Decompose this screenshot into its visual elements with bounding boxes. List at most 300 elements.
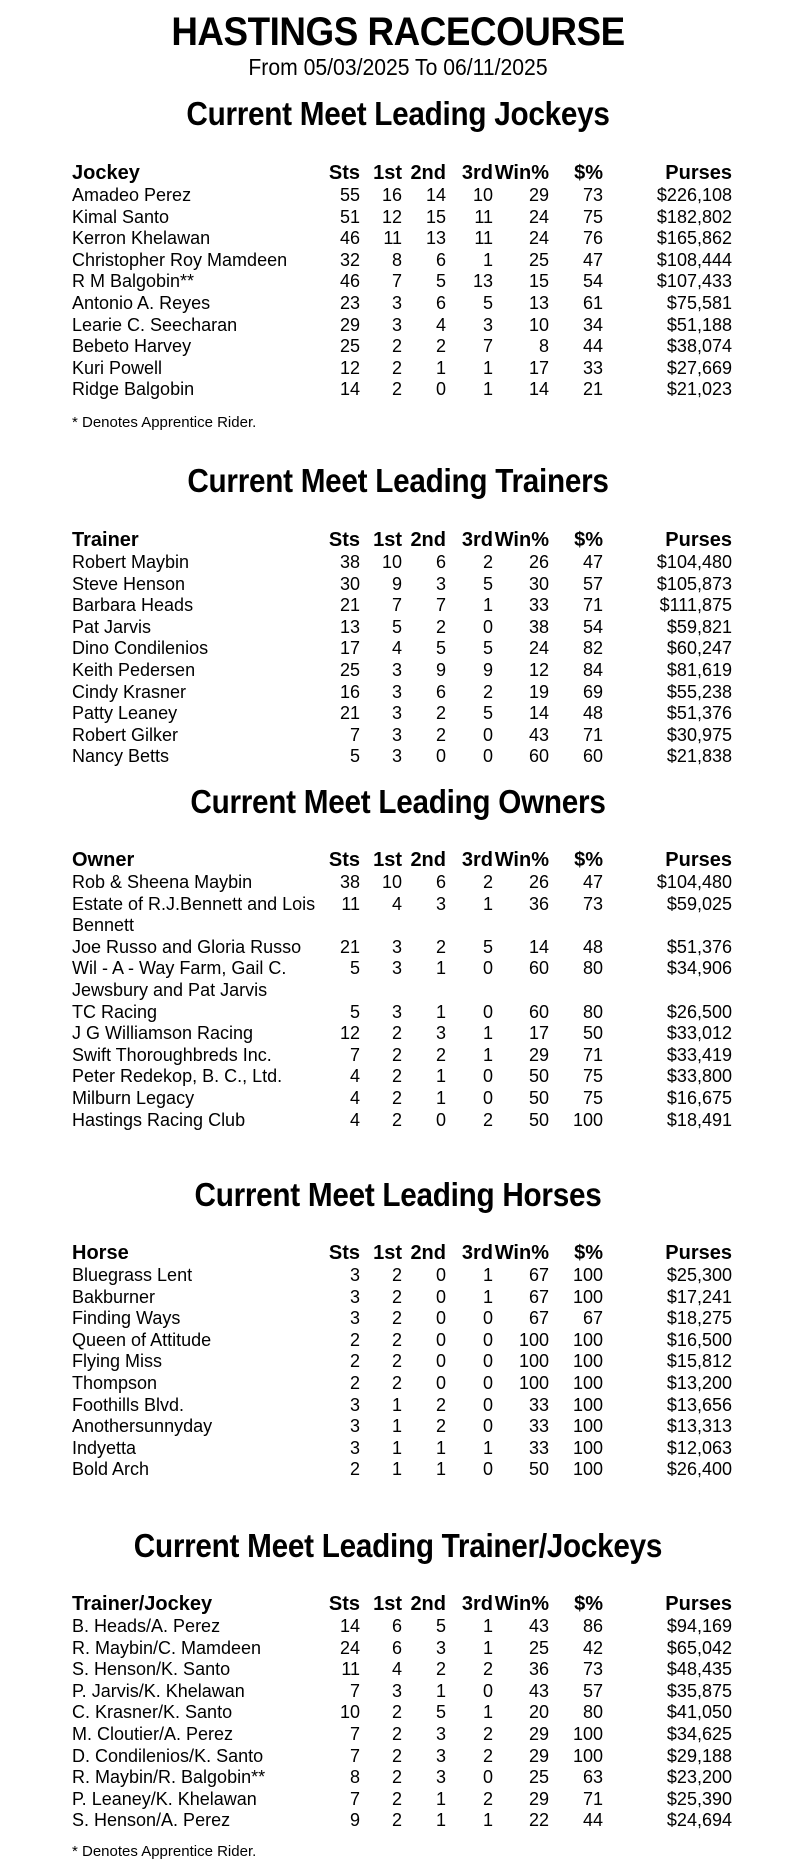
cell-name: Foothills Blvd. (72, 1394, 185, 1415)
cell-starts: 38 (339, 872, 360, 892)
column-header-thirds: 3rd (461, 1593, 493, 1615)
table-row (72, 1351, 732, 1373)
cell-firsts: 2 (391, 1745, 402, 1766)
cell-win-pct: 43 (528, 1680, 549, 1701)
cell-firsts: 2 (391, 1308, 402, 1329)
cell-money-pct: 57 (582, 1680, 603, 1701)
cell-name: Bakburner (72, 1286, 156, 1307)
cell-seconds: 2 (435, 936, 446, 957)
cell-firsts: 1 (391, 1416, 402, 1437)
cell-seconds: 3 (435, 1745, 446, 1766)
header-row (72, 848, 732, 872)
cell-thirds: 0 (482, 1087, 493, 1108)
cell-starts: 14 (339, 379, 360, 400)
section-trainers (0, 461, 796, 501)
cell-win-pct: 24 (528, 206, 549, 227)
cell-purses: $18,491 (666, 1109, 732, 1130)
cell-starts: 30 (339, 573, 360, 594)
cell-firsts: 2 (391, 1372, 402, 1393)
column-header-purses: Purses (665, 849, 732, 871)
cell-seconds: 1 (435, 357, 446, 378)
cell-thirds: 1 (482, 1702, 493, 1723)
cell-thirds: 0 (482, 1066, 493, 1087)
column-header-win-pct: Win% (494, 1242, 549, 1264)
cell-firsts: 4 (391, 1659, 402, 1680)
cell-name: Learie C. Seecharan (72, 314, 238, 335)
cell-firsts: 1 (391, 1459, 402, 1480)
cell-seconds: 6 (435, 681, 446, 702)
cell-purses: $25,390 (666, 1788, 732, 1809)
cell-win-pct: 14 (528, 703, 549, 724)
cell-name: Swift Thoroughbreds Inc. (72, 1044, 272, 1065)
cell-purses: $51,376 (666, 936, 732, 957)
cell-win-pct: 33 (528, 1416, 549, 1437)
cell-purses: $111,875 (659, 595, 732, 616)
cell-seconds: 1 (435, 958, 446, 979)
column-header-starts: Sts (328, 529, 360, 551)
table-row (72, 1308, 732, 1330)
cell-thirds: 7 (482, 336, 493, 357)
cell-seconds: 14 (425, 185, 446, 205)
cell-thirds: 0 (482, 1767, 493, 1788)
cell-purses: $13,656 (666, 1394, 732, 1415)
cell-purses: $34,625 (666, 1723, 732, 1744)
cell-purses: $104,480 (656, 872, 732, 892)
cell-starts: 7 (349, 1745, 360, 1766)
table-row (72, 315, 732, 337)
cell-money-pct: 50 (582, 1023, 603, 1044)
cell-firsts: 3 (391, 659, 402, 680)
cell-starts: 21 (339, 595, 360, 616)
cell-firsts: 2 (391, 1767, 402, 1788)
column-header-name: Trainer/Jockey (72, 1593, 213, 1615)
cell-thirds: 3 (482, 314, 493, 335)
cell-purses: $35,875 (666, 1680, 732, 1701)
cell-firsts: 2 (391, 1702, 402, 1723)
column-header-starts: Sts (328, 162, 360, 184)
section-horses (0, 1175, 796, 1215)
cell-thirds: 2 (482, 681, 493, 702)
cell-seconds: 3 (435, 1637, 446, 1658)
cell-purses: $13,313 (666, 1416, 732, 1437)
table-row (72, 958, 732, 1001)
cell-money-pct: 80 (582, 1702, 603, 1723)
table-row (72, 379, 732, 401)
page-title: HASTINGS RACECOURSE (171, 10, 625, 54)
header-row (72, 1592, 732, 1616)
cell-seconds: 0 (435, 1351, 446, 1372)
cell-name: TC Racing (72, 1001, 158, 1022)
table-row (72, 1746, 732, 1768)
cell-purses: $27,669 (666, 357, 732, 378)
cell-money-pct: 60 (582, 746, 603, 767)
cell-purses: $48,435 (666, 1659, 732, 1680)
cell-starts: 7 (349, 724, 360, 745)
cell-money-pct: 47 (582, 249, 603, 270)
table-row (72, 1789, 732, 1811)
header-row (72, 528, 732, 552)
cell-win-pct: 50 (528, 1066, 549, 1087)
table-row (72, 1002, 732, 1024)
cell-firsts: 3 (391, 936, 402, 957)
cell-money-pct: 75 (582, 206, 603, 227)
cell-win-pct: 13 (528, 292, 549, 313)
cell-thirds: 2 (482, 1659, 493, 1680)
section-trainer-jockeys (0, 1526, 796, 1566)
cell-name: Amadeo Perez (72, 185, 192, 205)
cell-starts: 3 (349, 1286, 360, 1307)
table-row (72, 1724, 732, 1746)
cell-money-pct: 21 (582, 379, 603, 400)
cell-purses: $25,300 (666, 1265, 732, 1285)
cell-win-pct: 50 (528, 1087, 549, 1108)
table-row (72, 1088, 732, 1110)
cell-money-pct: 75 (582, 1066, 603, 1087)
column-header-name: Owner (72, 849, 135, 871)
table-row (72, 1459, 732, 1481)
column-header-name: Jockey (72, 162, 140, 184)
cell-firsts: 4 (391, 638, 402, 659)
cell-firsts: 16 (381, 185, 402, 205)
table-row (72, 638, 732, 660)
cell-firsts: 2 (391, 1329, 402, 1350)
cell-firsts: 1 (391, 1437, 402, 1458)
cell-name: Pat Jarvis (72, 616, 152, 637)
cell-money-pct: 73 (582, 185, 603, 205)
cell-seconds: 6 (435, 249, 446, 270)
column-header-thirds: 3rd (461, 1242, 493, 1264)
column-header-firsts: 1st (373, 529, 402, 551)
cell-firsts: 2 (391, 1044, 402, 1065)
cell-name: S. Henson/A. Perez (72, 1810, 231, 1831)
cell-thirds: 0 (482, 1680, 493, 1701)
cell-win-pct: 60 (528, 746, 549, 767)
cell-seconds: 2 (435, 703, 446, 724)
table-row (72, 1110, 732, 1132)
cell-seconds: 5 (435, 1702, 446, 1723)
cell-firsts: 11 (383, 228, 402, 249)
cell-starts: 25 (339, 336, 360, 357)
cell-firsts: 3 (391, 681, 402, 702)
cell-thirds: 0 (482, 958, 493, 979)
section-title: Current Meet Leading Trainers (187, 462, 609, 499)
cell-seconds: 6 (435, 872, 446, 892)
cell-money-pct: 100 (572, 1109, 603, 1130)
cell-win-pct: 60 (528, 958, 549, 979)
cell-seconds: 9 (435, 659, 446, 680)
cell-purses: $51,188 (666, 314, 732, 335)
cell-firsts: 10 (381, 552, 402, 572)
cell-seconds: 1 (435, 1437, 446, 1458)
column-header-win-pct: Win% (494, 162, 549, 184)
cell-thirds: 1 (482, 893, 493, 914)
cell-thirds: 0 (482, 616, 493, 637)
cell-starts: 3 (349, 1308, 360, 1329)
cell-thirds: 5 (482, 936, 493, 957)
cell-name: Indyetta (72, 1437, 137, 1458)
cell-firsts: 3 (391, 958, 402, 979)
table-row (72, 1616, 732, 1638)
cell-starts: 5 (349, 746, 360, 767)
cell-starts: 3 (349, 1265, 360, 1285)
column-header-firsts: 1st (373, 849, 402, 871)
cell-purses: $59,025 (666, 893, 732, 914)
cell-money-pct: 100 (572, 1437, 603, 1458)
table-row (72, 1810, 732, 1832)
column-header-win-pct: Win% (494, 849, 549, 871)
cell-seconds: 2 (435, 1044, 446, 1065)
cell-win-pct: 29 (528, 1788, 549, 1809)
cell-purses: $165,862 (656, 228, 732, 249)
cell-money-pct: 80 (582, 958, 603, 979)
cell-thirds: 5 (482, 573, 493, 594)
cell-win-pct: 22 (528, 1810, 549, 1831)
table-row (72, 1045, 732, 1067)
cell-thirds: 2 (482, 1745, 493, 1766)
cell-name: R. Maybin/R. Balgobin** (72, 1767, 266, 1788)
table-row (72, 725, 732, 747)
cell-name: Milburn Legacy (72, 1087, 195, 1108)
cell-starts: 12 (339, 357, 360, 378)
cell-starts: 14 (339, 1616, 360, 1636)
cell-starts: 4 (349, 1087, 360, 1108)
cell-seconds: 5 (435, 638, 446, 659)
cell-seconds: 2 (435, 1394, 446, 1415)
cell-seconds: 2 (435, 724, 446, 745)
cell-thirds: 1 (482, 1286, 493, 1307)
cell-money-pct: 76 (582, 228, 603, 249)
cell-money-pct: 47 (582, 552, 603, 572)
cell-firsts: 2 (391, 1723, 402, 1744)
cell-starts: 51 (339, 206, 360, 227)
cell-name: D. Condilenios/K. Santo (72, 1745, 264, 1766)
cell-win-pct: 17 (528, 1023, 549, 1044)
cell-purses: $34,906 (666, 958, 732, 979)
cell-name: Kuri Powell (72, 357, 163, 378)
cell-starts: 2 (349, 1459, 360, 1480)
table-row (72, 1681, 732, 1703)
cell-starts: 2 (349, 1351, 360, 1372)
cell-thirds: 1 (482, 1637, 493, 1658)
cell-name: Dino Condilenios (72, 638, 209, 659)
cell-money-pct: 73 (582, 893, 603, 914)
column-header-money-pct: $% (574, 1593, 603, 1615)
cell-thirds: 1 (482, 1616, 493, 1636)
cell-firsts: 3 (391, 746, 402, 767)
cell-win-pct: 25 (528, 1637, 549, 1658)
cell-firsts: 12 (381, 206, 402, 227)
cell-thirds: 10 (472, 185, 493, 205)
cell-win-pct: 15 (528, 271, 549, 292)
table-row (72, 1265, 732, 1287)
cell-seconds: 6 (435, 292, 446, 313)
cell-win-pct: 50 (528, 1459, 549, 1480)
cell-money-pct: 100 (572, 1265, 603, 1285)
cell-win-pct: 29 (528, 185, 549, 205)
table-row (72, 746, 732, 768)
cell-win-pct: 8 (538, 336, 549, 357)
cell-starts: 38 (339, 552, 360, 572)
cell-name: Bluegrass Lent (72, 1265, 193, 1285)
column-header-name: Horse (72, 1242, 129, 1264)
column-header-money-pct: $% (574, 162, 603, 184)
cell-starts: 32 (339, 249, 360, 270)
cell-thirds: 0 (482, 1394, 493, 1415)
cell-firsts: 2 (391, 1109, 402, 1130)
cell-win-pct: 19 (528, 681, 549, 702)
cell-starts: 55 (339, 185, 360, 205)
cell-purses: $33,012 (666, 1023, 732, 1044)
cell-win-pct: 60 (528, 1001, 549, 1022)
table-row (72, 293, 732, 315)
cell-name: Robert Maybin (72, 552, 190, 572)
section-title: Current Meet Leading Trainer/Jockeys (133, 1527, 663, 1564)
cell-starts: 16 (339, 681, 360, 702)
cell-firsts: 2 (391, 1265, 402, 1285)
cell-starts: 3 (349, 1394, 360, 1415)
jockeys-table (72, 161, 732, 401)
column-header-seconds: 2nd (410, 1593, 446, 1615)
cell-firsts: 5 (391, 616, 402, 637)
cell-firsts: 3 (391, 292, 402, 313)
page-header (0, 10, 796, 80)
cell-name: Antonio A. Reyes (72, 292, 211, 313)
cell-seconds: 1 (435, 1001, 446, 1022)
cell-starts: 17 (339, 638, 360, 659)
cell-money-pct: 61 (582, 292, 603, 313)
cell-purses: $105,873 (656, 573, 732, 594)
cell-firsts: 2 (391, 1810, 402, 1831)
cell-purses: $33,419 (666, 1044, 732, 1065)
cell-firsts: 6 (391, 1637, 402, 1658)
cell-seconds: 1 (435, 1680, 446, 1701)
cell-starts: 7 (349, 1044, 360, 1065)
cell-firsts: 2 (391, 1351, 402, 1372)
cell-seconds: 5 (435, 1616, 446, 1636)
cell-name: Flying Miss (72, 1351, 163, 1372)
cell-starts: 7 (349, 1680, 360, 1701)
column-header-purses: Purses (665, 529, 732, 551)
cell-purses: $104,480 (656, 552, 732, 572)
table-row (72, 336, 732, 358)
cell-money-pct: 44 (582, 1810, 603, 1831)
cell-thirds: 1 (482, 595, 493, 616)
cell-name: Steve Henson (72, 573, 186, 594)
table-row (72, 552, 732, 574)
section-title: Current Meet Leading Horses (194, 1176, 602, 1213)
header-row (72, 161, 732, 185)
cell-money-pct: 80 (582, 1001, 603, 1022)
cell-purses: $59,821 (666, 616, 732, 637)
cell-purses: $75,581 (666, 292, 732, 313)
table-row (72, 1702, 732, 1724)
column-header-money-pct: $% (574, 529, 603, 551)
cell-thirds: 5 (482, 703, 493, 724)
cell-starts: 9 (349, 1810, 360, 1831)
cell-money-pct: 84 (582, 659, 603, 680)
cell-thirds: 1 (482, 1044, 493, 1065)
table-row (72, 574, 732, 596)
cell-seconds: 2 (435, 616, 446, 637)
cell-seconds: 1 (435, 1459, 446, 1480)
cell-firsts: 2 (391, 1286, 402, 1307)
cell-name: Kimal Santo (72, 206, 170, 227)
cell-seconds: 1 (435, 1788, 446, 1809)
section-title: Current Meet Leading Jockeys (186, 95, 610, 132)
cell-seconds: 0 (435, 1109, 446, 1130)
cell-firsts: 2 (391, 1066, 402, 1087)
cell-thirds: 11 (474, 206, 493, 227)
cell-win-pct: 24 (528, 638, 549, 659)
table-row (72, 1373, 732, 1395)
table-row (72, 1438, 732, 1460)
column-header-purses: Purses (665, 1242, 732, 1264)
cell-purses: $81,619 (666, 659, 732, 680)
cell-money-pct: 48 (582, 936, 603, 957)
cell-purses: $18,275 (666, 1308, 732, 1329)
cell-name: Bold Arch (72, 1459, 150, 1480)
cell-firsts: 2 (391, 1788, 402, 1809)
table-row (72, 617, 732, 639)
column-header-seconds: 2nd (410, 529, 446, 551)
cell-starts: 11 (341, 893, 360, 914)
cell-starts: 4 (349, 1066, 360, 1087)
cell-purses: $15,812 (666, 1351, 732, 1372)
cell-money-pct: 100 (572, 1723, 603, 1744)
cell-win-pct: 33 (528, 1437, 549, 1458)
cell-seconds: 13 (425, 228, 446, 249)
cell-name: C. Krasner/K. Santo (72, 1702, 233, 1723)
cell-seconds: 2 (435, 1659, 446, 1680)
date-range: From 05/03/2025 To 06/11/2025 (248, 54, 548, 80)
trainers-table (72, 528, 732, 768)
cell-purses: $26,400 (666, 1459, 732, 1480)
cell-name: Rob & Sheena Maybin (72, 872, 253, 892)
cell-win-pct: 17 (528, 357, 549, 378)
cell-purses: $29,188 (666, 1745, 732, 1766)
cell-name: Anothersunnyday (72, 1416, 213, 1437)
cell-money-pct: 100 (572, 1459, 603, 1480)
cell-thirds: 2 (482, 1788, 493, 1809)
cell-seconds: 3 (435, 573, 446, 594)
cell-firsts: 2 (391, 1087, 402, 1108)
cell-win-pct: 100 (518, 1351, 549, 1372)
cell-money-pct: 100 (572, 1351, 603, 1372)
cell-starts: 25 (339, 659, 360, 680)
cell-win-pct: 29 (528, 1745, 549, 1766)
cell-thirds: 0 (482, 1329, 493, 1350)
column-header-thirds: 3rd (461, 849, 493, 871)
cell-win-pct: 67 (528, 1308, 549, 1329)
cell-thirds: 1 (482, 1437, 493, 1458)
cell-win-pct: 100 (518, 1329, 549, 1350)
horses-table (72, 1241, 732, 1481)
cell-name: Kerron Khelawan (72, 228, 211, 249)
cell-firsts: 6 (391, 1616, 402, 1636)
cell-purses: $12,063 (666, 1437, 732, 1458)
cell-thirds: 1 (482, 379, 493, 400)
cell-seconds: 0 (435, 1372, 446, 1393)
table-row (72, 595, 732, 617)
cell-money-pct: 47 (582, 872, 603, 892)
cell-thirds: 2 (482, 872, 493, 892)
cell-seconds: 1 (435, 1066, 446, 1087)
column-header-starts: Sts (328, 1593, 360, 1615)
cell-name: Barbara Heads (72, 595, 194, 616)
cell-money-pct: 75 (582, 1087, 603, 1108)
cell-thirds: 1 (482, 1810, 493, 1831)
cell-money-pct: 82 (582, 638, 603, 659)
